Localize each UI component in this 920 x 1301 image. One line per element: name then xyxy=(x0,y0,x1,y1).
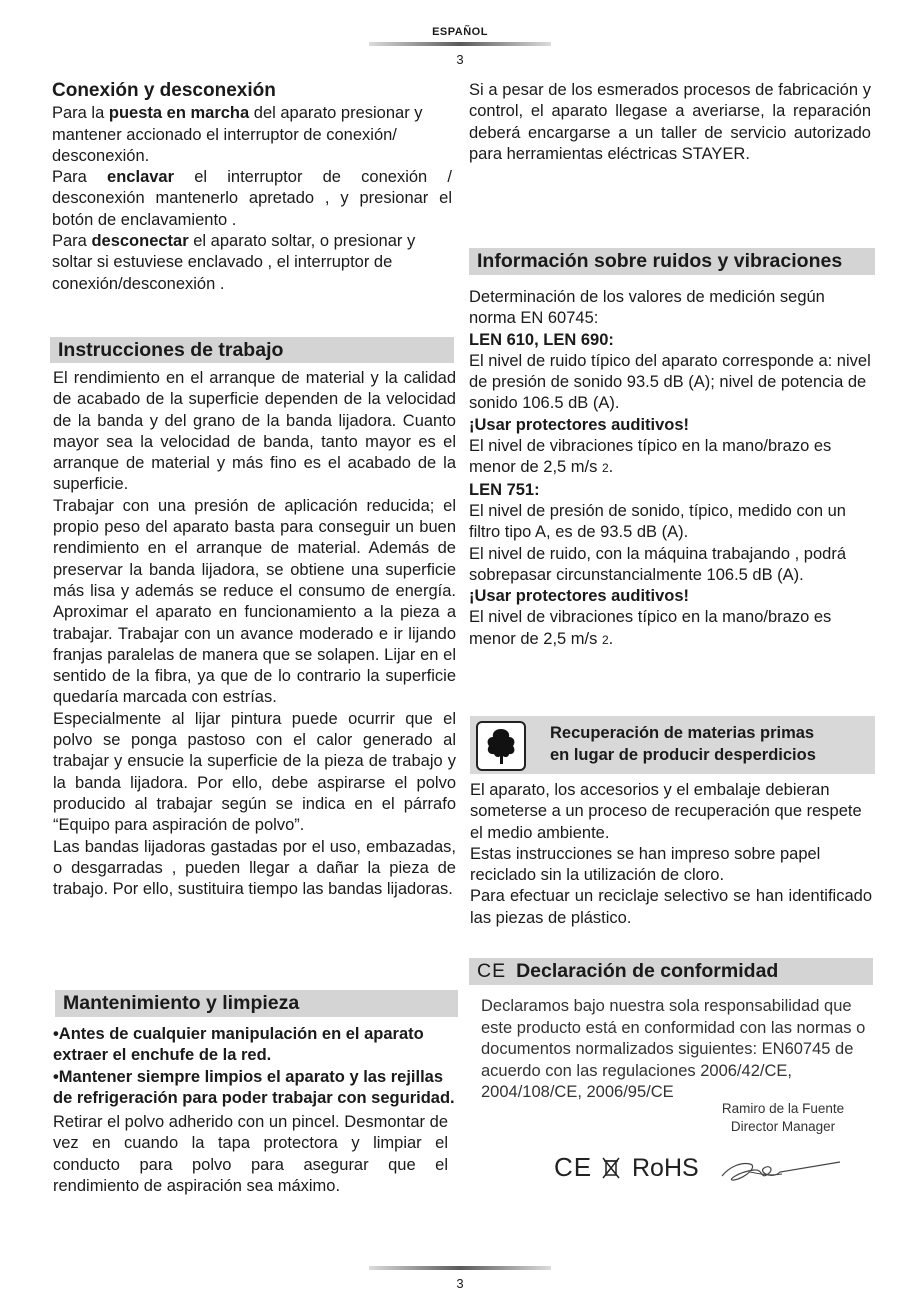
maintenance-title: Mantenimiento y limpieza xyxy=(55,990,458,1017)
recycling-title-line-1: Recuperación de materias primas xyxy=(550,724,815,742)
connection-paragraph-1: Para la puesta en marcha del aparato presionar y mantener accionado el interruptor de conexión/ desconexión. xyxy=(52,104,423,165)
signature-image xyxy=(720,1150,844,1190)
compliance-marks xyxy=(554,1152,714,1186)
recycling-title xyxy=(550,722,816,766)
noise-model-2-text-1: El nivel de presión de sonido, típico, medido con un filtro tipo A, es de 93.5 dB (A). xyxy=(469,501,846,542)
connection-paragraph-3: Para desconectar el aparato soltar, o presionar y soltar si estuviese enclavado , el interruptor de conexión/desconexión . xyxy=(52,232,416,293)
section-recycling xyxy=(470,780,872,929)
noise-warning-2: ¡Usar protectores auditivos! xyxy=(469,587,690,606)
work-paragraph-1: El rendimiento en el arranque de material y la calidad de acabado de la superficie dependen de la velocidad de la banda y del grano de la banda lijadora. Cuanto mayor sea la velocidad de banda, tanto mayor es el arranque de material y más fino es el acabado de la superficie. xyxy=(53,369,456,494)
section-maintenance xyxy=(53,1024,456,1197)
recycling-paragraph-1: El aparato, los accesorios y el embalaje debieran someterse a un proceso de recuperación que respete el medio ambiente. xyxy=(470,781,862,842)
conformity-header xyxy=(469,958,873,985)
recycling-paragraph-3: Para efectuar un reciclaje selectivo se han identificado las piezas de plástico. xyxy=(470,887,872,927)
signer-role: Director Manager xyxy=(730,1119,836,1134)
noise-intro: Determinación de los valores de medición según norma EN 60745: xyxy=(469,288,825,328)
maintenance-paragraph: Retirar el polvo adherido con un pincel. Desmontar de vez en cuando la tapa protectora y limpiar el conducto para polvo para asegurar que el rendimiento de aspiración sea máximo. xyxy=(53,1113,448,1196)
noise-model-1: LEN 610, LEN 690: xyxy=(469,330,614,349)
noise-model-2: LEN 751: xyxy=(469,480,540,499)
work-title: Instrucciones de trabajo xyxy=(50,337,454,363)
maintenance-bullet-2: •Mantener siempre limpios el aparato y las rejillas de refrigeración para poder trabajar con seguridad. xyxy=(53,1067,455,1107)
ce-logo: CE xyxy=(554,1152,593,1182)
noise-model-2-text-2: El nivel de ruido, con la máquina trabajando , podrá sobrepasar circunstancialmente 106.5 dB (A). xyxy=(469,544,846,584)
header-page-number: 3 xyxy=(456,52,464,67)
recycling-paragraph-2: Estas instrucciones se han impreso sobre papel reciclado sin la utilización de cloro. xyxy=(470,844,821,885)
footer-page-number: 3 xyxy=(456,1276,464,1291)
header-rule xyxy=(369,42,551,46)
maintenance-bullet-1: •Antes de cualquier manipulación en el aparato extraer el enchufe de la red. xyxy=(53,1025,424,1065)
recycling-title-line-2: en lugar de producir desperdicios xyxy=(550,746,816,764)
noise-warning-1: ¡Usar protectores auditivos! xyxy=(469,415,690,434)
section-connection xyxy=(52,80,452,295)
work-paragraph-2: Trabajar con una presión de aplicación reducida; el propio peso del aparato basta para conseguir un buen rendimiento en el arranque de material. Además de preservar la banda lijadora, se obtiene una superficie más lisa y además se reduce el consumo de energía. Aproximar el aparato en funcionamiento a la pieza a trabajar. Trabajar con un avance moderado e ir lijando franjas paralelas de manera que se solapen. Lijar en el sentido de la fibra, ya que de lo contrario la superficie quedaría marcada con estrías. xyxy=(53,496,456,707)
work-paragraph-3: Especialmente al lijar pintura puede ocurrir que el polvo se ponga pastoso con el calor generado al trabajar y ensucie la superficie de la pieza de trabajo y la banda lijadora. Por ello, debe aspirarse el polvo producido al trabajar según se indica en el párrafo “Equipo para aspiración de polvo”. xyxy=(53,709,456,835)
connection-title: Conexión y desconexión xyxy=(52,80,276,101)
connection-paragraph-2: Para enclavar el interruptor de conexión / desconexión mantenerlo apretado , y presionar el botón de enclavamiento . xyxy=(52,168,452,229)
signer-name: Ramiro de la Fuente xyxy=(721,1101,845,1116)
work-paragraph-4: Las bandas lijadoras gastadas por el uso, embazadas, o desgarradas , pueden llegar a dañar la pieza de trabajo. Por ello, sustituira tiempo las bandas lijadoras. xyxy=(53,837,456,899)
recycling-header xyxy=(470,716,875,774)
noise-model-1-vibration: El nivel de vibraciones típico en la mano/brazo es menor de 2,5 m/s 2. xyxy=(469,437,832,477)
weee-bin-icon xyxy=(602,1156,620,1180)
conformity-text: Declaramos bajo nuestra sola responsabilidad que este producto está en conformidad con las normas o documentos normalizados siguientes: EN60745 de acuerdo con las regulaciones 2006/42/CE, 2004/108/CE, 2006/95/CE xyxy=(481,997,866,1101)
noise-model-1-text: El nivel de ruido típico del aparato corresponde a: nivel de presión de sonido 93.5 dB (A); nivel de potencia de sonido 106.5 dB (A). xyxy=(469,351,871,413)
footer-rule xyxy=(369,1266,551,1270)
tree-icon xyxy=(476,721,526,771)
rohs-logo: RoHS xyxy=(632,1154,699,1182)
noise-title: Información sobre ruidos y vibraciones xyxy=(469,248,875,275)
conformity-title: Declaración de conformidad xyxy=(516,960,779,982)
noise-model-2-vibration: El nivel de vibraciones típico en la mano/brazo es menor de 2,5 m/s 2. xyxy=(469,608,832,648)
header-language: ESPAÑOL xyxy=(432,26,488,38)
ce-mark: CE xyxy=(477,960,507,982)
section-work xyxy=(53,368,456,900)
section-noise xyxy=(469,287,871,651)
signer-block xyxy=(690,1100,876,1136)
repair-paragraph: Si a pesar de los esmerados procesos de fabricación y control, el aparato llegase a averiarse, la reparación deberá encargarse a un taller de servicio autorizado para herramientas eléctricas STAYER. xyxy=(469,81,871,163)
